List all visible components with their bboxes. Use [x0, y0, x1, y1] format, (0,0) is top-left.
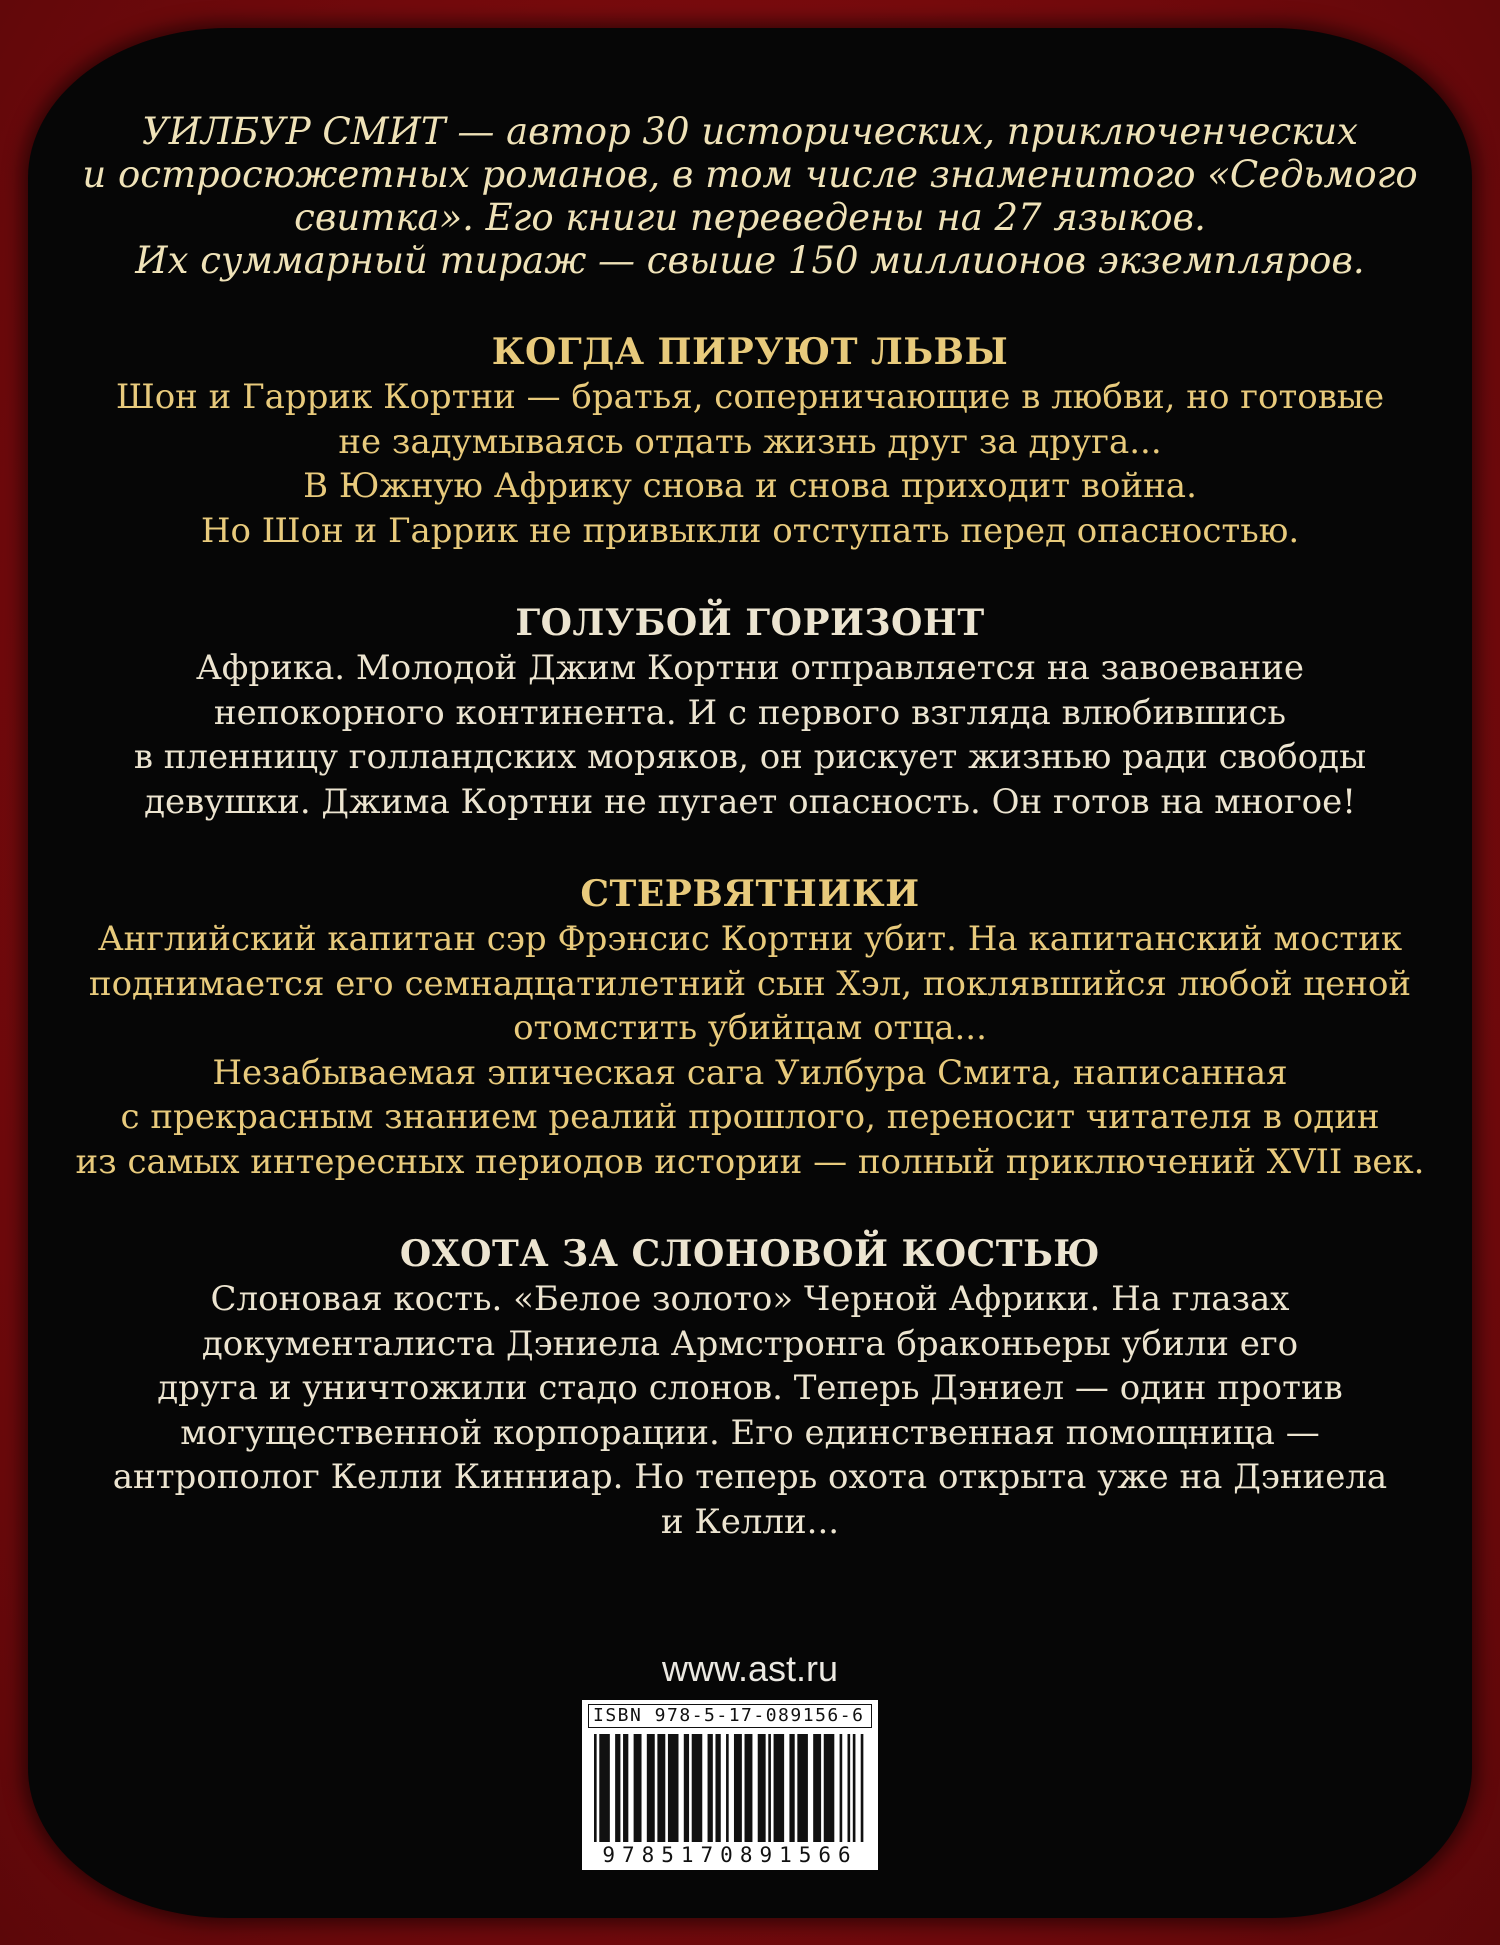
barcode-bar — [853, 1734, 856, 1842]
section-text: Английский капитан сэр Фрэнсис Кортни убит. На капитанский мостик поднимается его семнадцатилетний сын Хэл, поклявшийся любой ценой отомстить убийцам отца... Незабываемая эпическая сага Уилбура Смита, написанная с прекрасным знанием реалий прошлого, переносит читателя в один из самых интересных периодов истории — полный приключений XVII век. — [75, 919, 1425, 1182]
barcode-bar — [774, 1734, 785, 1842]
barcode-bar — [797, 1734, 808, 1842]
barcode-bar — [715, 1734, 720, 1842]
barcode-bar — [623, 1734, 628, 1842]
barcode-bar — [824, 1734, 835, 1842]
section-title: ГОЛУБОЙ ГОРИЗОНТ — [515, 602, 985, 644]
barcode-bar — [684, 1734, 689, 1842]
section-blue-horizon — [70, 601, 1430, 824]
section-vultures — [70, 872, 1430, 1184]
barcode-digits: 9785170891566 — [602, 1843, 858, 1867]
barcode-bar — [692, 1734, 703, 1842]
barcode-bar — [647, 1734, 655, 1842]
isbn-number: ISBN 978-5-17-089156-6 — [588, 1704, 872, 1728]
barcode-bar — [813, 1734, 821, 1842]
barcode-bar — [726, 1734, 729, 1842]
section-title: КОГДА ПИРУЮТ ЛЬВЫ — [491, 331, 1009, 373]
section-title: СТЕРВЯТНИКИ — [580, 873, 920, 915]
barcode-bars — [590, 1734, 870, 1842]
barcode-bar — [840, 1734, 843, 1842]
barcode-bar — [668, 1734, 679, 1842]
barcode-bar — [594, 1734, 597, 1842]
section-lions — [70, 330, 1430, 553]
publisher-website: www.ast.ru — [661, 1648, 839, 1689]
barcode-bar — [861, 1734, 864, 1842]
section-ivory-hunt — [70, 1232, 1430, 1544]
barcode-bar — [758, 1734, 766, 1842]
barcode-bar — [789, 1734, 794, 1842]
barcode-bar — [745, 1734, 753, 1842]
isbn-barcode — [582, 1700, 878, 1870]
barcode-bar — [599, 1734, 610, 1842]
section-text: Шон и Гаррик Кортни — братья, соперничающие в любви, но готовые не задумываясь отдать жизнь друг за друга... В Южную Африку снова и снова приходит война. Но Шон и Гаррик не привыкли отступать перед опасностью. — [115, 377, 1385, 551]
section-text: Африка. Молодой Джим Кортни отправляется на завоевание непокорного континента. И с первого взгляда влюбившись в пленницу голландских моряков, он рискует жизнью ради свободы девушки. Джима Кортни не пугает опасность. Он готов на многое! — [133, 648, 1367, 822]
section-title: ОХОТА ЗА СЛОНОВОЙ КОСТЬЮ — [399, 1233, 1101, 1275]
section-text: Слоновая кость. «Белое золото» Черной Африки. На глазах документалиста Дэниела Армстронга браконьеры убили его друга и уничтожили стадо слонов. Теперь Дэниел — один против могущественной корпорации. Его единственная помощница — антрополог Келли Кинниар. Но теперь охота открыта уже на Дэниела и Келли... — [112, 1279, 1388, 1542]
annotation-text — [70, 110, 1430, 1544]
author-name: УИЛБУР СМИТ — [141, 110, 446, 153]
barcode-bar — [734, 1734, 742, 1842]
barcode-bar — [768, 1734, 771, 1842]
barcode-bar — [657, 1734, 665, 1842]
barcode-bar — [708, 1734, 713, 1842]
barcode-bar — [848, 1734, 851, 1842]
barcode-bar — [615, 1734, 620, 1842]
author-intro: УИЛБУР СМИТ — автор 30 исторических, приключенческих и остросюжетных романов, в том числе знаменитого «Седьмого свитка». Его книги переведены на 27 языков. Их суммарный тираж — свыше 150 миллионов экземпляров. — [82, 110, 1418, 282]
barcode-bar — [634, 1734, 642, 1842]
